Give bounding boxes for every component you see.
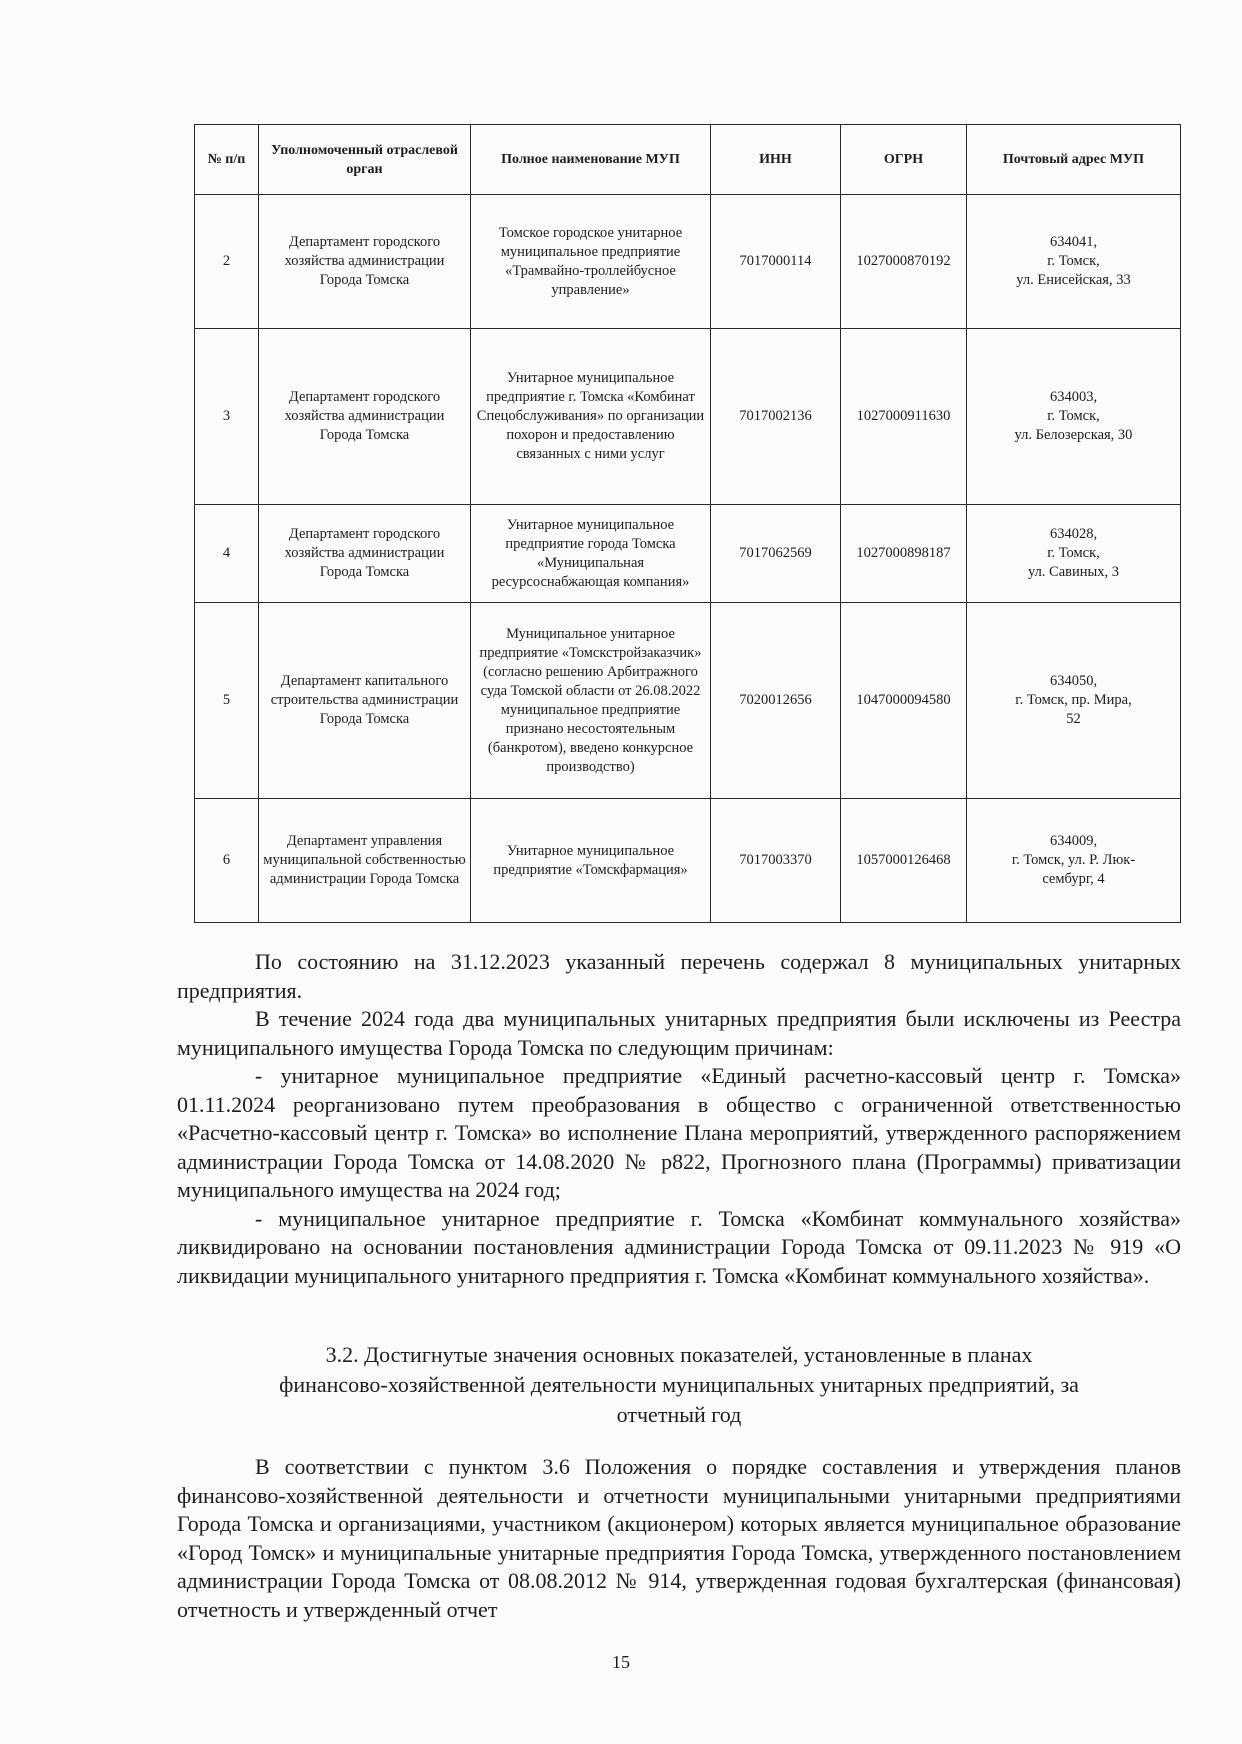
table-header-row	[195, 125, 1181, 195]
cell-num: 5	[195, 603, 259, 799]
cell-organ: Департамент городского хозяйства администрации Города Томска	[259, 329, 471, 505]
table-row	[195, 195, 1181, 329]
paragraph: В течение 2024 года два муниципальных унитарных предприятия были исключены из Реестра муниципального имущества Города Томска по следующим причинам:	[177, 1006, 1181, 1060]
cell-num: 2	[195, 195, 259, 329]
table-row	[195, 505, 1181, 603]
header-organ: Уполномоченный отраслевой орган	[259, 125, 471, 195]
address-line: 634009,	[1049, 833, 1098, 849]
page-number: 15	[612, 1652, 630, 1672]
address-line: 634041,	[1049, 234, 1098, 250]
mup-table	[194, 124, 1181, 923]
cell-ogrn	[841, 799, 967, 923]
header-inn: ИНН	[711, 125, 841, 195]
header-num: № п/п	[195, 125, 259, 195]
cell-address	[967, 603, 1181, 799]
cell-ogrn	[841, 329, 967, 505]
cell-inn: 7017002136	[711, 329, 841, 505]
paragraph: - унитарное муниципальное предприятие «Единый расчетно-кассовый центр г. Томска» 01.11.2024 реорганизовано путем преобразования в общество с ограниченной ответственностью «Расчетно-кассовый центр г. Томска» во исполнение Плана мероприятий, утвержденного распоряжением администрации Города Томска от 14.08.2020 № р822, Прогнозного плана (Программы) приватизации муниципального имущества на 2024 год;	[177, 1063, 1181, 1202]
cell-name: Муниципальное унитарное предприятие «Томскстройзаказчик» (согласно решению Арбитражного суда Томской области от 26.08.2022 муниципальное предприятие признано несостоятельным (банкротом), введено конкурсное производство)	[471, 603, 711, 799]
address-line: г. Томск, пр. Мира,	[1015, 692, 1132, 708]
cell-name: Унитарное муниципальное предприятие г. Томска «Комбинат Спецобслуживания» по организации похорон и предоставлению связанных с ними услуг	[471, 329, 711, 505]
cell-name: Унитарное муниципальное предприятие «Томскфармация»	[471, 799, 711, 923]
address-line: 634050,	[1049, 673, 1098, 689]
ogrn-value: 1027000911630	[856, 408, 951, 424]
address-line: ул. Савиных, 3	[1027, 564, 1120, 580]
cell-inn: 7020012656	[711, 603, 841, 799]
ogrn-value: 1047000094580	[856, 692, 951, 708]
cell-num: 3	[195, 329, 259, 505]
ogrn-value: 1027000898187	[856, 545, 951, 561]
cell-organ: Департамент городского хозяйства администрации Города Томска	[259, 505, 471, 603]
address-line: ул. Енисейская, 33	[1016, 272, 1131, 288]
address-line: 52	[1066, 711, 1081, 727]
cell-num: 4	[195, 505, 259, 603]
paragraph: - муниципальное унитарное предприятие г. Томска «Комбинат коммунального хозяйства» ликвидировано на основании постановления администрации Города Томска от 09.11.2023 № 919 «О ликвидации муниципального унитарного предприятия г. Томска «Комбинат коммунального хозяйства».	[177, 1205, 1181, 1288]
cell-organ: Департамент капитального строительства администрации Города Томска	[259, 603, 471, 799]
cell-ogrn	[841, 195, 967, 329]
ogrn-value: 1057000126468	[856, 852, 951, 868]
address-line: 634028,	[1049, 526, 1098, 542]
cell-organ: Департамент управления муниципальной собственностью администрации Города Томска	[259, 799, 471, 923]
cell-inn: 7017003370	[711, 799, 841, 923]
cell-address	[967, 505, 1181, 603]
cell-address	[967, 195, 1181, 329]
paragraph: По состоянию на 31.12.2023 указанный перечень содержал 8 муниципальных унитарных предприятия.	[177, 949, 1181, 1003]
address-line: г. Томск,	[1047, 545, 1100, 561]
heading-line: финансово-хозяйственной деятельности муниципальных унитарных предприятий, за	[279, 1372, 1079, 1397]
table-row	[195, 799, 1181, 923]
table-row	[195, 603, 1181, 799]
address-line: сембург, 4	[1042, 871, 1105, 887]
cell-num: 6	[195, 799, 259, 923]
body-text-block	[177, 948, 1181, 1290]
address-line: г. Томск,	[1047, 408, 1100, 424]
address-line: г. Томск,	[1047, 253, 1100, 269]
ogrn-value: 1027000870192	[856, 253, 951, 269]
cell-organ: Департамент городского хозяйства администрации Города Томска	[259, 195, 471, 329]
paragraph: В соответствии с пунктом 3.6 Положения о порядке составления и утверждения планов финансово-хозяйственной деятельности и отчетности муниципальными унитарными предприятиями Города Томска и организациями, участником (акционером) которых является муниципальное образование «Город Томск» и муниципальные унитарные предприятия Города Томска, утвержденного постановлением администрации Города Томска от 08.08.2012 № 914, утвержденная годовая бухгалтерская (финансовая) отчетность и утвержденный отчет	[177, 1454, 1181, 1622]
cell-address	[967, 799, 1181, 923]
section-heading	[177, 1340, 1181, 1430]
cell-address	[967, 329, 1181, 505]
cell-name: Унитарное муниципальное предприятие города Томска «Муниципальная ресурсоснабжающая компания»	[471, 505, 711, 603]
heading-line: отчетный год	[616, 1402, 742, 1427]
cell-name: Томское городское унитарное муниципальное предприятие «Трамвайно-троллейбусное управление»	[471, 195, 711, 329]
address-line: ул. Белозерская, 30	[1014, 427, 1133, 443]
heading-line: 3.2. Достигнутые значения основных показателей, установленные в планах	[325, 1342, 1033, 1367]
cell-ogrn	[841, 603, 967, 799]
cell-ogrn	[841, 505, 967, 603]
cell-inn: 7017062569	[711, 505, 841, 603]
body-text-block	[177, 1453, 1181, 1624]
header-address: Почтовый адрес МУП	[967, 125, 1181, 195]
header-ogrn: ОГРН	[841, 125, 967, 195]
header-name: Полное наименование МУП	[471, 125, 711, 195]
address-line: 634003,	[1049, 389, 1098, 405]
address-line: г. Томск, ул. Р. Люк-	[1011, 852, 1136, 868]
cell-inn: 7017000114	[711, 195, 841, 329]
table-row	[195, 329, 1181, 505]
